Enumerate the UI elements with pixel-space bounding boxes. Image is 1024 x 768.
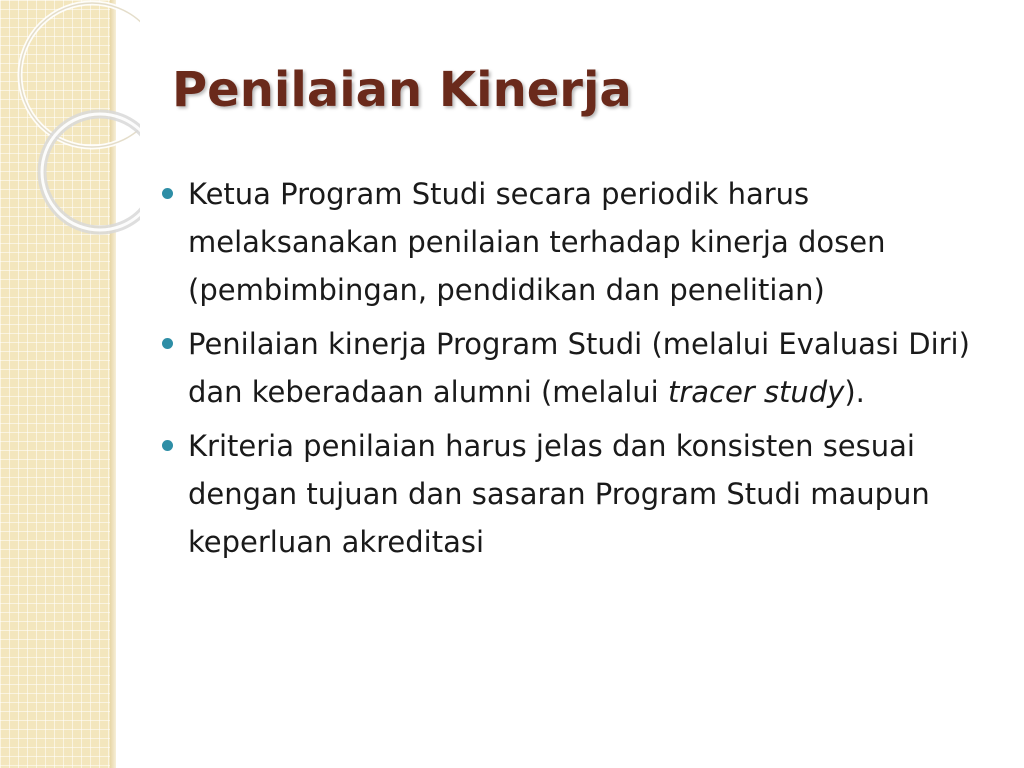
bullet-text-end: ). [844, 375, 865, 409]
bullet-list [160, 170, 980, 572]
bullet-dot-icon [162, 440, 173, 451]
decorative-rings-icon [0, 0, 140, 260]
bullet-text: Penilaian kinerja Program Studi (melalui Evaluasi Diri) dan keberadaan alumni (melalui [188, 327, 970, 409]
bullet-text: Kriteria penilaian harus jelas dan konsisten sesuai dengan tujuan dan sasaran Program Studi maupun keperluan akreditasi [188, 429, 930, 559]
bullet-dot-icon [162, 338, 173, 349]
bullet-item [160, 422, 980, 566]
bullet-text: Ketua Program Studi secara periodik harus melaksanakan penilaian terhadap kinerja dosen (pembimbingan, pendidikan dan penelitian) [188, 177, 886, 307]
bullet-dot-icon [162, 188, 173, 199]
bullet-text-italic: tracer study [667, 375, 845, 409]
bullet-item [160, 320, 980, 416]
slide-title: Penilaian Kinerja [172, 62, 632, 118]
bullet-item [160, 170, 980, 314]
